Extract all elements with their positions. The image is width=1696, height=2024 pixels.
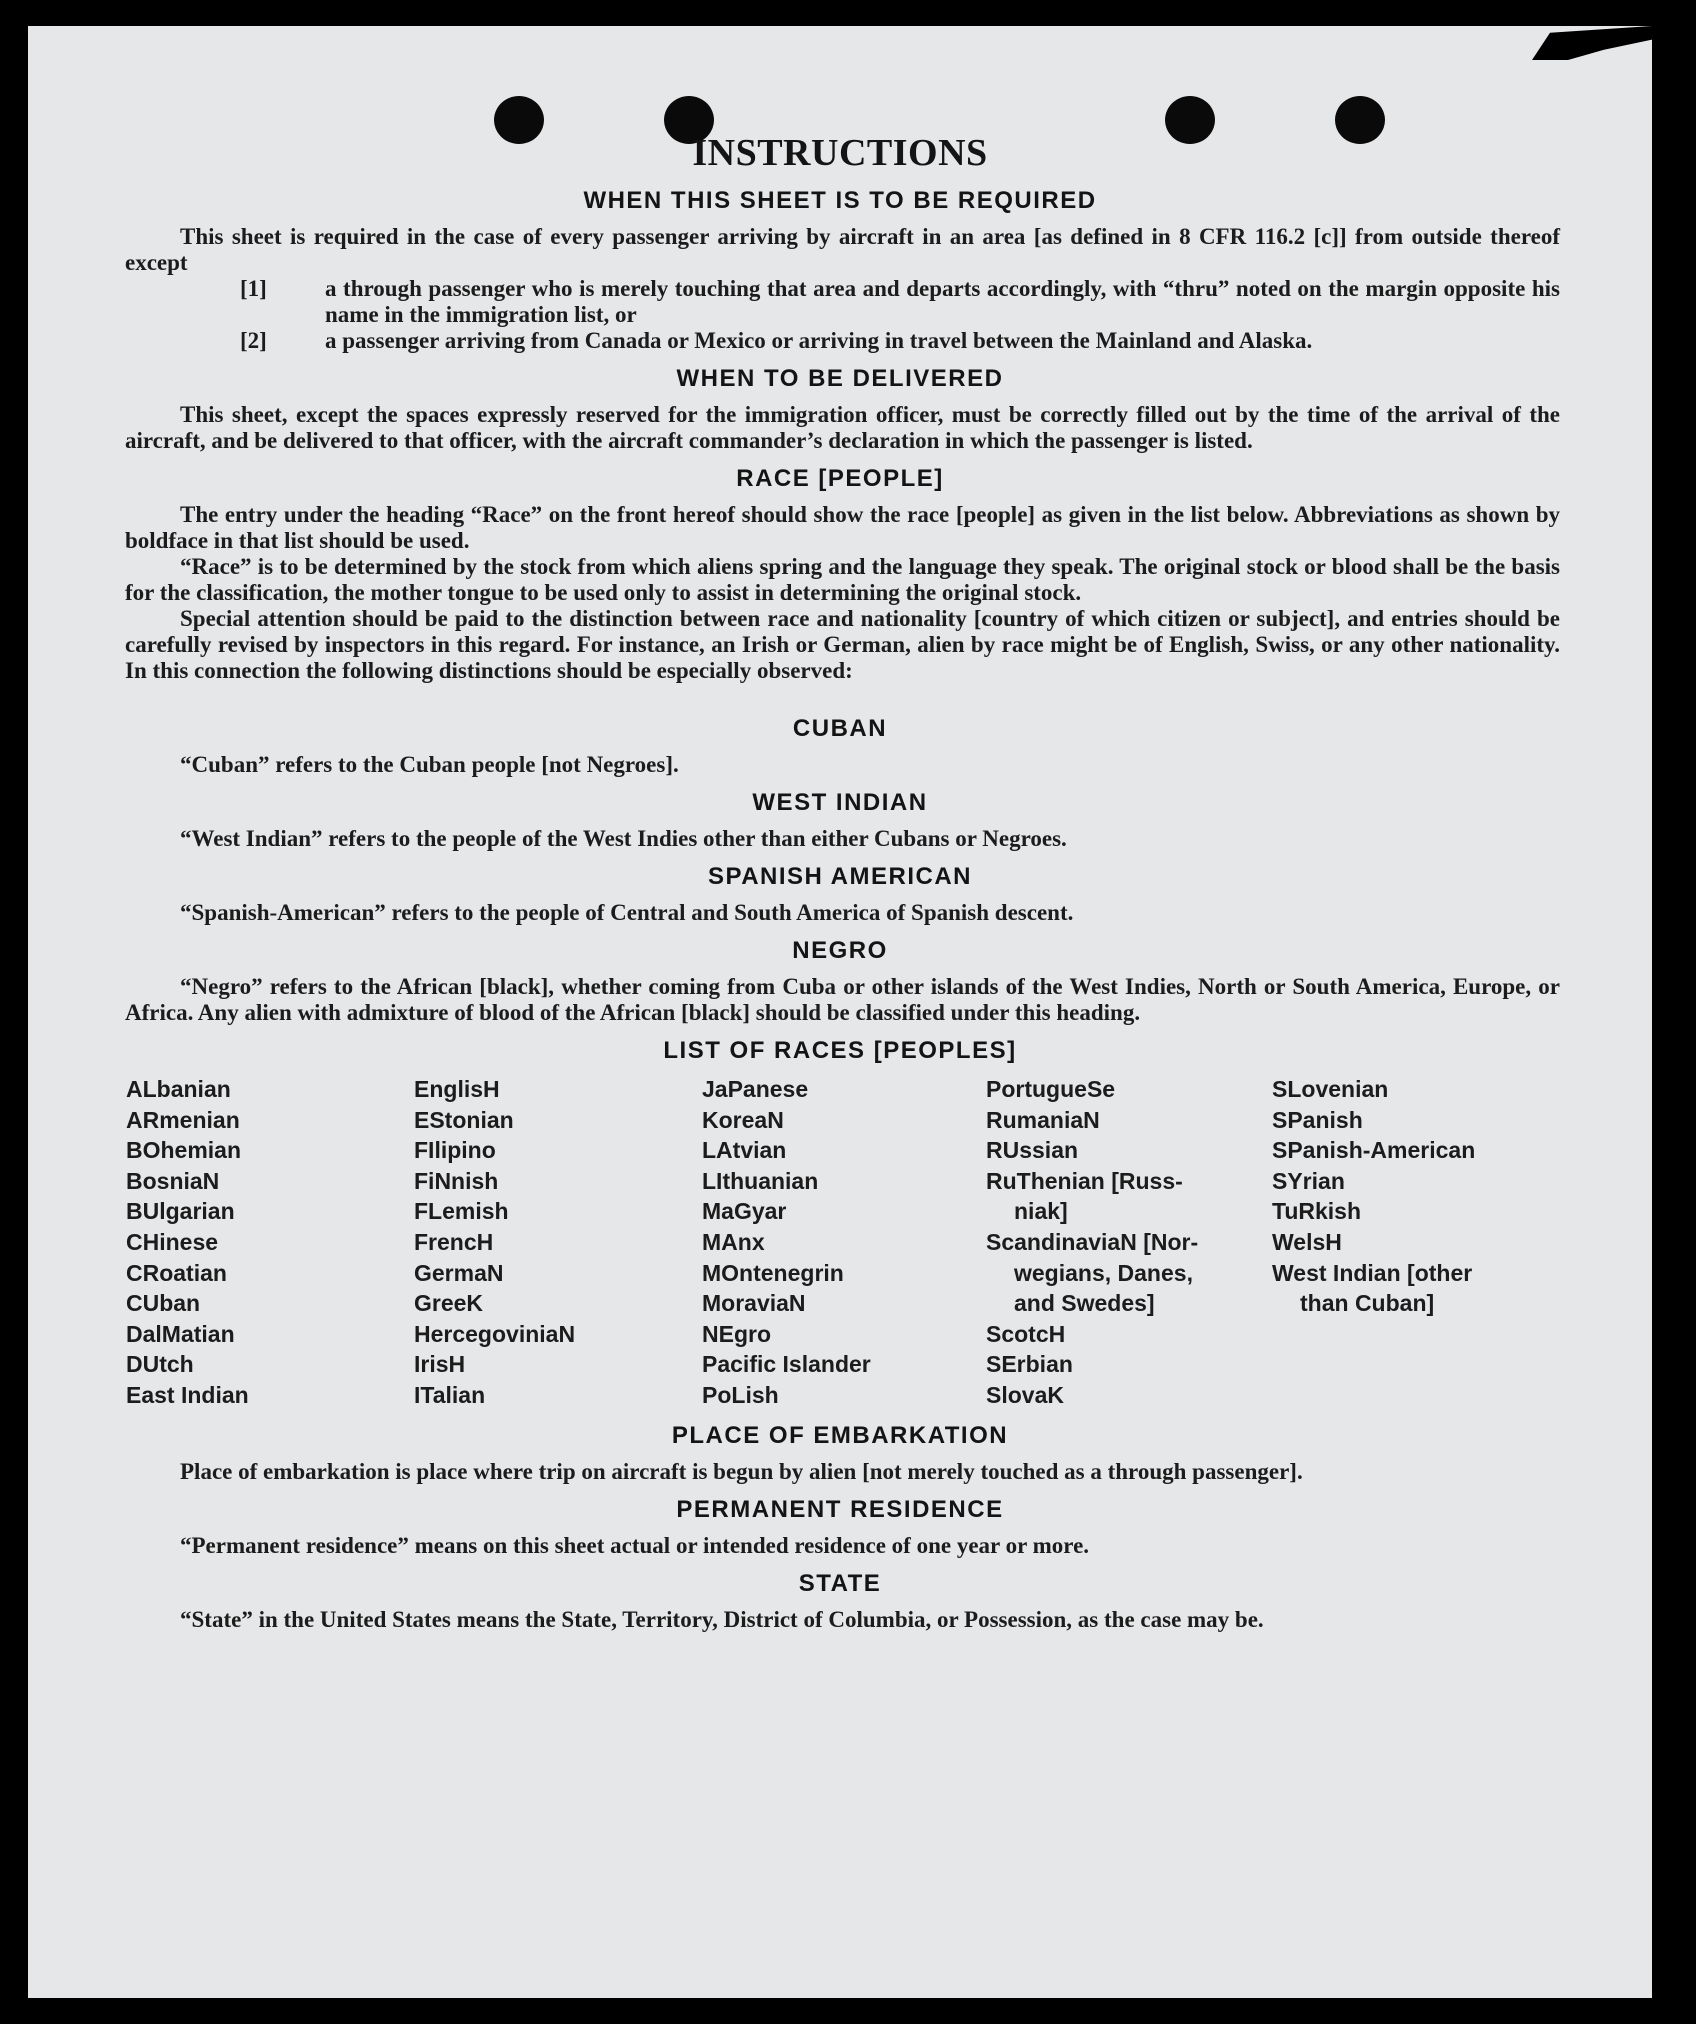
heading-west-indian: WEST INDIAN bbox=[752, 789, 928, 816]
heading-when-required: WHEN THIS SHEET IS TO BE REQUIRED bbox=[583, 187, 1097, 214]
spanish-american-text: “Spanish-American” refers to the people of Central and South America of Spanish descent. bbox=[180, 900, 1074, 925]
race-list-item: WelsH bbox=[1272, 1228, 1342, 1255]
race-list-item: ALbanian bbox=[126, 1076, 231, 1102]
race-list-item: MoraviaN bbox=[702, 1290, 806, 1317]
race-list-item: BosniaN bbox=[126, 1167, 220, 1194]
race-list-item: SYrian bbox=[1272, 1167, 1345, 1194]
negro-text: “Negro” refers to the African [black], whether coming from Cuba or other islands of the West Indies, North or South America, Europe, or Africa. Any alien with admixture of blood of the African [black] should be classified under this heading. bbox=[125, 974, 1560, 1025]
race-paragraph-1: The entry under the heading “Race” on the front hereof should show the race [people] as given in the list below. Abbreviations as shown by boldface in that list should be used. bbox=[125, 502, 1560, 553]
race-list-item: SPanish bbox=[1272, 1106, 1363, 1133]
race-list-item: and Swedes] bbox=[1014, 1290, 1155, 1317]
race-list-item: DUtch bbox=[126, 1351, 194, 1378]
race-list-item: BUlgarian bbox=[126, 1198, 235, 1225]
race-list-item: JaPanese bbox=[702, 1076, 809, 1102]
item-number: [1] bbox=[240, 276, 267, 301]
race-paragraph-3: Special attention should be paid to the distinction between race and nationality [country of which citizen or subject], and entries should be carefully revised by inspectors in this regard. For instance, an Irish or German, alien by race might be of English, Swiss, or any other nationality. In this connection the following distinctions should be especially observed: bbox=[125, 606, 1560, 683]
required-intro: This sheet is required in the case of every passenger arriving by aircraft in an area [as defined in 8 CFR 116.2 [c]] from outside thereof except bbox=[125, 224, 1560, 275]
item-text: a through passenger who is merely touching that area and departs accordingly, with “thru” noted on the margin opposite his name in the immigration list, or bbox=[325, 276, 1560, 327]
race-list-item: LIthuanian bbox=[702, 1167, 819, 1194]
heading-permanent-residence: PERMANENT RESIDENCE bbox=[676, 1495, 1004, 1523]
west-indian-text: “West Indian” refers to the people of the West Indies other than either Cubans or Negroes. bbox=[180, 826, 1067, 851]
race-list-item: SErbian bbox=[986, 1351, 1073, 1378]
delivered-text: This sheet, except the spaces expressly reserved for the immigration officer, must be correctly filled out by the time of the arrival of the aircraft, and be delivered to that officer, with the aircraft commander’s declaration in which the passenger is listed. bbox=[125, 402, 1560, 453]
race-list-item: than Cuban] bbox=[1300, 1290, 1435, 1317]
race-list-item: MaGyar bbox=[702, 1198, 787, 1225]
item-text: a passenger arriving from Canada or Mexico or arriving in travel between the Mainland and Alaska. bbox=[325, 328, 1313, 353]
race-list-item: EnglisH bbox=[414, 1076, 500, 1102]
race-list-column-2 bbox=[414, 1074, 702, 1411]
race-list-item: IrisH bbox=[414, 1351, 466, 1378]
race-list-item: FLemish bbox=[414, 1198, 509, 1225]
race-list-item: wegians, Danes, bbox=[1014, 1259, 1193, 1286]
heading-race: RACE [PEOPLE] bbox=[736, 465, 944, 492]
heading-state: STATE bbox=[798, 1569, 882, 1597]
race-list-item: SLovenian bbox=[1272, 1076, 1389, 1102]
race-list-item: PoLish bbox=[702, 1381, 779, 1408]
race-list-column-4 bbox=[986, 1074, 1272, 1411]
race-list-item: TuRkish bbox=[1272, 1198, 1362, 1225]
race-list-column-1 bbox=[126, 1074, 414, 1411]
race-list-item: EStonian bbox=[414, 1106, 514, 1133]
race-list-item: GreeK bbox=[414, 1290, 484, 1317]
race-list-item: KoreaN bbox=[702, 1106, 784, 1133]
race-list-item: ScandinaviaN [Nor- bbox=[986, 1228, 1199, 1255]
cuban-text: “Cuban” refers to the Cuban people [not Negroes]. bbox=[180, 752, 679, 777]
race-list-item: ITalian bbox=[414, 1381, 486, 1408]
race-list-item: MOntenegrin bbox=[702, 1259, 844, 1286]
race-list-item: FIlipino bbox=[414, 1137, 496, 1164]
heading-cuban: CUBAN bbox=[792, 715, 888, 742]
race-list-item: East Indian bbox=[126, 1381, 249, 1408]
heading-embarkation: PLACE OF EMBARKATION bbox=[671, 1421, 1009, 1449]
residence-text: “Permanent residence” means on this sheet actual or intended residence of one year or more. bbox=[180, 1532, 1090, 1558]
race-list-item: GermaN bbox=[414, 1259, 504, 1286]
race-list-item: CUban bbox=[126, 1290, 201, 1317]
race-list-item: BOhemian bbox=[126, 1137, 242, 1164]
race-list-item: ScotcH bbox=[986, 1320, 1066, 1347]
race-list-item: SPanish-American bbox=[1272, 1137, 1476, 1164]
page-title: INSTRUCTIONS bbox=[692, 132, 988, 174]
document-body bbox=[28, 26, 1652, 1633]
embarkation-text: Place of embarkation is place where trip on aircraft is begun by alien [not merely touched as a through passenger]. bbox=[180, 1458, 1303, 1484]
heading-when-delivered: WHEN TO BE DELIVERED bbox=[676, 365, 1004, 392]
race-paragraph-2: “Race” is to be determined by the stock from which aliens spring and the language they speak. The original stock or blood shall be the basis for the classification, the mother tongue to be used only to assist in determining the original stock. bbox=[125, 554, 1560, 605]
required-item-2 bbox=[125, 328, 1560, 354]
race-list-item: RuThenian [Russ- bbox=[986, 1167, 1183, 1194]
race-list-item: LAtvian bbox=[702, 1137, 787, 1164]
race-list-item: Pacific Islander bbox=[702, 1351, 871, 1378]
state-text: “State” in the United States means the State, Territory, District of Columbia, or Possession, as the case may be. bbox=[180, 1606, 1264, 1632]
race-list-item: NEgro bbox=[702, 1320, 771, 1347]
race-list-item: DalMatian bbox=[126, 1320, 235, 1347]
race-list-item: ARmenian bbox=[126, 1106, 240, 1133]
race-list-item: RUssian bbox=[986, 1137, 1079, 1164]
race-list-item: CRoatian bbox=[126, 1259, 227, 1286]
document-page bbox=[28, 26, 1652, 1998]
race-list-item: RumaniaN bbox=[986, 1106, 1100, 1133]
required-item-1 bbox=[125, 276, 1560, 328]
race-list-item: West Indian [other bbox=[1272, 1259, 1473, 1286]
item-number: [2] bbox=[240, 328, 267, 353]
race-list-column-3 bbox=[702, 1074, 986, 1411]
heading-list-of-races: LIST OF RACES [PEOPLES] bbox=[663, 1037, 1017, 1064]
race-list-item: niak] bbox=[1014, 1198, 1068, 1225]
race-list-item: CHinese bbox=[126, 1228, 219, 1255]
race-list-item: FiNnish bbox=[414, 1167, 499, 1194]
heading-spanish-american: SPANISH AMERICAN bbox=[707, 863, 972, 890]
race-list-item: MAnx bbox=[702, 1228, 765, 1255]
race-list-column-5 bbox=[1272, 1074, 1572, 1411]
race-list-item: PortugueSe bbox=[986, 1076, 1116, 1102]
race-list bbox=[126, 1074, 1586, 1411]
race-list-item: HercegoviniaN bbox=[414, 1320, 576, 1347]
heading-negro: NEGRO bbox=[792, 937, 888, 964]
race-list-item: SlovaK bbox=[986, 1381, 1064, 1408]
race-list-item: FrencH bbox=[414, 1228, 494, 1255]
